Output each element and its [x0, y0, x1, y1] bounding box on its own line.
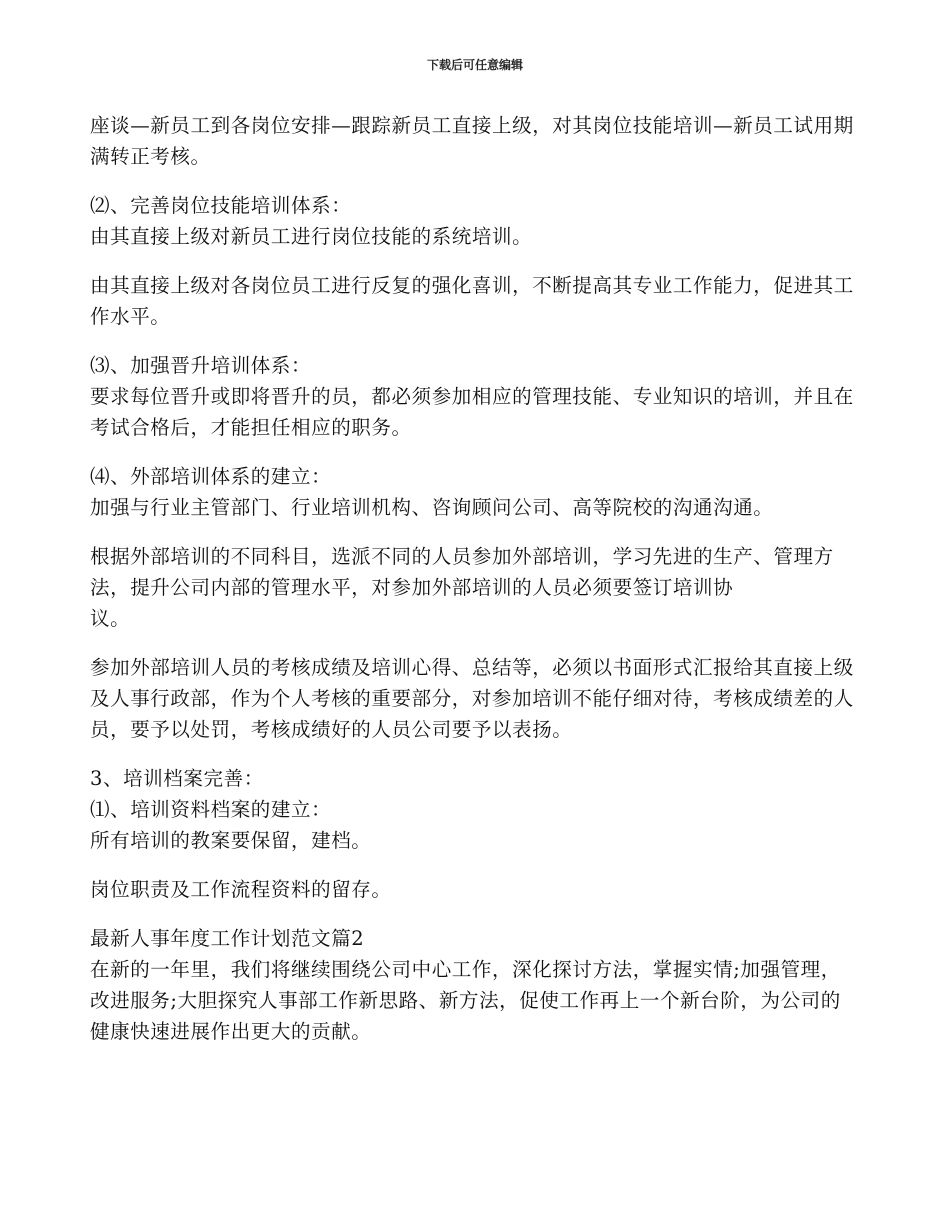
paragraph-external-selection: 根据外部培训的不同科目，选派不同的人员参加外部培训，学习先进的生产、管理方法，提升公司内部的管理水平，对参加外部培训的人员必须要签订培训协 议。 — [90, 545, 834, 630]
section-title-plan-2: 最新人事年度工作计划范文篇2 — [90, 927, 365, 950]
paragraph-skill-training-new: 由其直接上级对新员工进行岗位技能的系统培训。 — [90, 225, 533, 248]
paragraph-archive-lessons: 所有培训的教案要保留，建档。 — [90, 829, 372, 852]
paragraph-external-communication: 加强与行业主管部门、行业培训机构、咨询顾问公司、高等院校的沟通沟通。 — [90, 496, 774, 519]
paragraph-archive-duties: 岗位职责及工作流程资料的留存。 — [90, 878, 392, 901]
document-body — [90, 110, 860, 1047]
subheading-archive-creation: ⑴、培训资料档案的建立： — [90, 798, 332, 821]
paragraph-orientation-flow: 座谈—新员工到各岗位安排—跟踪新员工直接上级，对其岗位技能培训—新员工试用期满转正考核。 — [90, 114, 854, 168]
paragraph-plan-2-intro: 在新的一年里，我们将继续围绕公司中心工作，深化探讨方法，掌握实情;加强管理，改进服务;大胆探究人事部工作新思路、新方法，促使工作再上一个新台阶，为公司的健康快速进展作出更大的贡献。 — [90, 958, 841, 1043]
heading-external-training: ⑷、外部培训体系的建立： — [90, 465, 332, 488]
paragraph-promotion-training: 要求每位晋升或即将晋升的员，都必须参加相应的管理技能、专业知识的培训，并且在考试合格后，才能担任相应的职务。 — [90, 385, 854, 439]
heading-skill-training-system: ⑵、完善岗位技能培训体系： — [90, 194, 352, 217]
heading-promotion-training: ⑶、加强晋升培训体系： — [90, 354, 312, 377]
paragraph-external-assessment: 参加外部培训人员的考核成绩及培训心得、总结等，必须以书面形式汇报给其直接上级及人事行政部，作为个人考核的重要部分，对参加培训不能仔细对待，考核成绩差的人员，要予以处罚，考核成绩好的人员公司要予以表扬。 — [90, 656, 854, 741]
page-header: 下载后可任意编辑 — [426, 58, 523, 72]
heading-training-archives: 3、培训档案完善： — [90, 767, 264, 790]
paragraph-skill-training-reinforce: 由其直接上级对各岗位员工进行反复的强化喜训，不断提高其专业工作能力，促进其工作水平。 — [90, 274, 854, 328]
